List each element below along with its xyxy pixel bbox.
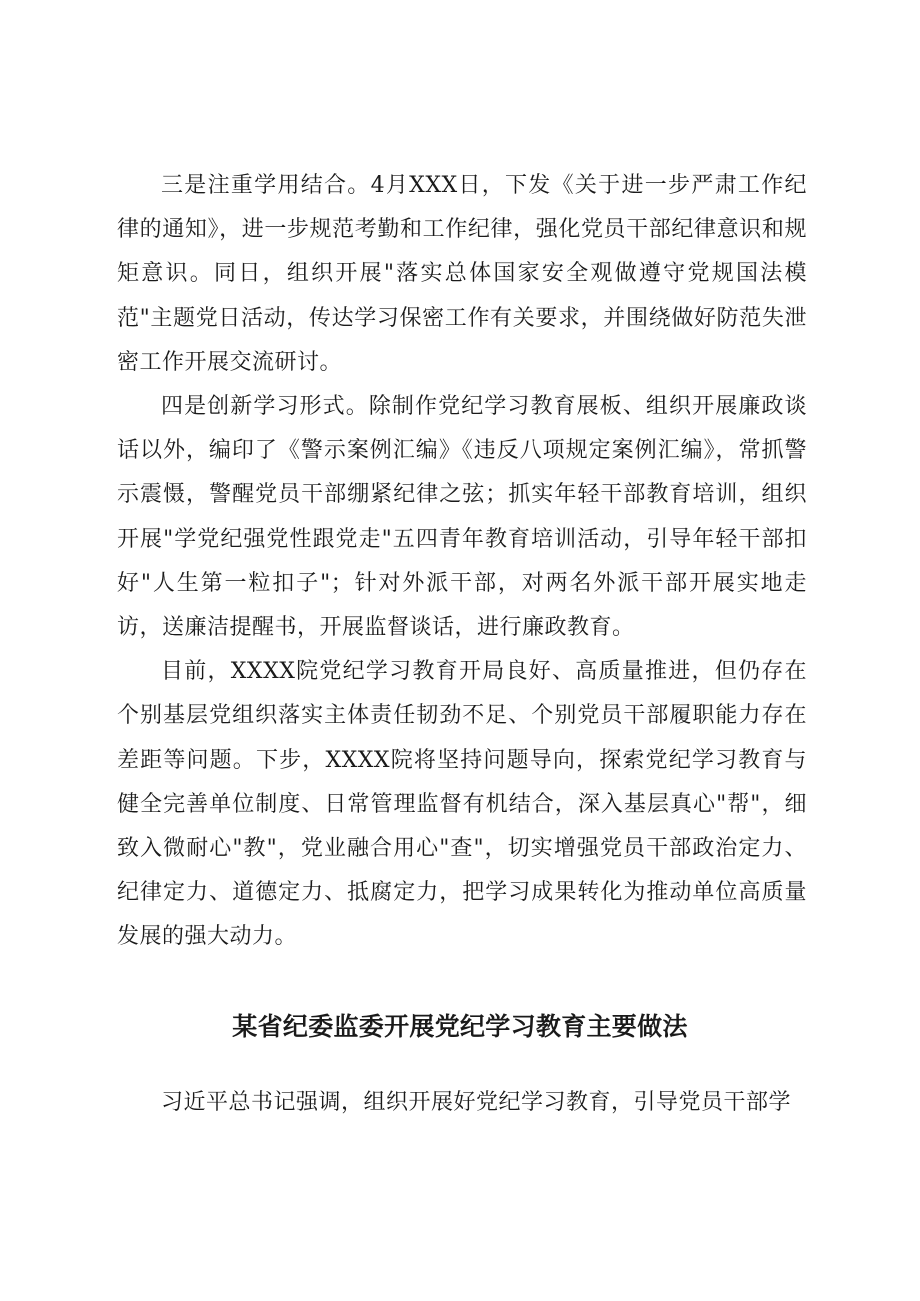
document-body xyxy=(117,164,807,960)
paragraph-learning-forms: 四是创新学习形式。除制作党纪学习教育展板、组织开展廉政谈话以外，编印了《警示案例汇编》《违反八项规定案例汇编》，常抓警示震慑，警醒党员干部绷紧纪律之弦；抓实年轻干部教育培训，组织开展"学党纪强党性跟党走"五四青年教育培训活动，引导年轻干部扣好"人生第一粒扣子"；针对外派干部，对两名外派干部开展实地走访，送廉洁提醒书，开展监督谈话，进行廉政教育。 xyxy=(117,394,807,641)
paragraph-current-status: 目前，XXXX院党纪学习教育开局良好、高质量推进，但仍存在个别基层党组织落实主体责任韧劲不足、个别党员干部履职能力存在差距等问题。下步，XXXX院将坚持问题导向，探索党纪学习教育与健全完善单位制度、日常管理监督有机结合，深入基层真心"帮"，细致入微耐心"教"，党业融合用心"查"，切实增强党员干部政治定力、纪律定力、道德定力、抵腐定力，把学习成果转化为推动单位高质量发展的强大动力。 xyxy=(117,659,807,950)
section-title: 某省纪委监委开展党纪学习教育主要做法 xyxy=(232,1012,688,1041)
paragraph-study-application: 三是注重学用结合。4月XXX日，下发《关于进一步严肃工作纪律的通知》，进一步规范考勤和工作纪律，强化党员干部纪律意识和规矩意识。同日，组织开展"落实总体国家安全观做遵守党规国法模范"主题党日活动，传达学习保密工作有关要求，并围绕做好防范失泄密工作开展交流研讨。 xyxy=(117,173,807,375)
section-first-line: 习近平总书记强调，组织开展好党纪学习教育，引导党员干部学 xyxy=(161,1090,792,1115)
